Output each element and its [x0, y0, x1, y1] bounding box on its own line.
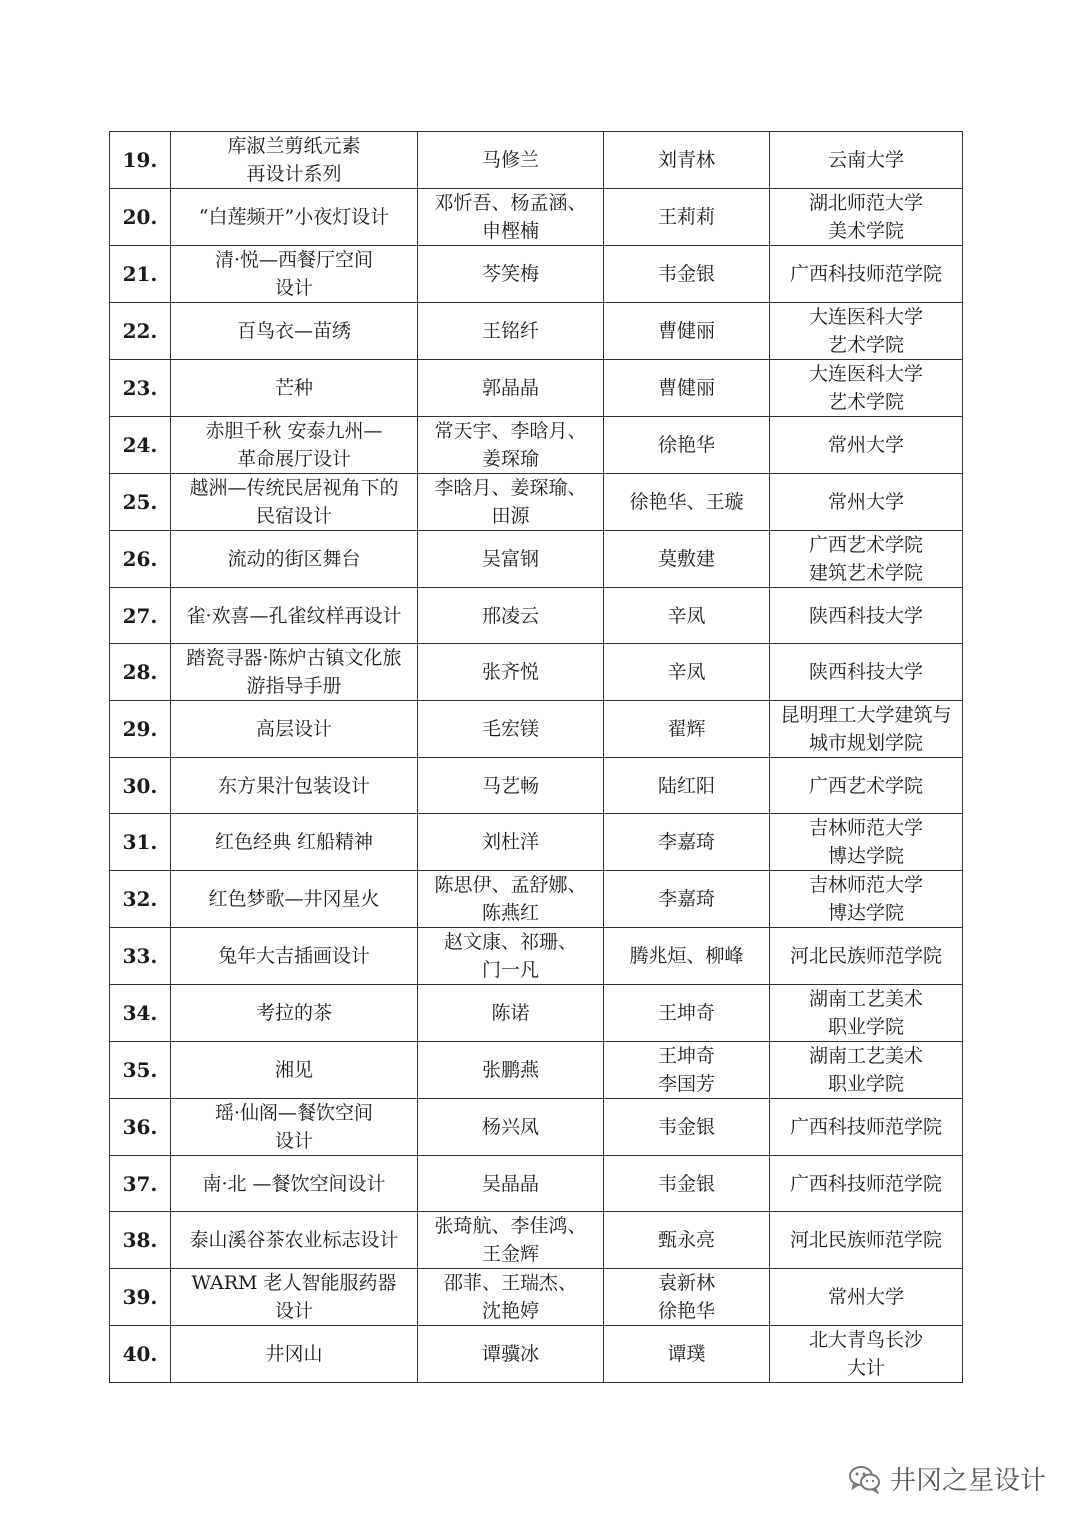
work-title-cell: 高层设计	[171, 701, 418, 758]
work-title-cell: 兔年大吉插画设计	[171, 928, 418, 985]
row-number-cell: 40.	[110, 1326, 171, 1383]
school-cell: 湖南工艺美术 职业学院	[770, 985, 963, 1042]
table-row	[110, 189, 963, 246]
school-cell: 湖北师范大学 美术学院	[770, 189, 963, 246]
school-cell: 湖南工艺美术 职业学院	[770, 1042, 963, 1099]
table-row	[110, 360, 963, 417]
work-title-cell: 红色梦歌—井冈星火	[171, 871, 418, 928]
row-number-cell: 21.	[110, 246, 171, 303]
table-row	[110, 701, 963, 758]
table-row	[110, 474, 963, 531]
awards-table	[109, 131, 963, 1383]
work-title-cell: WARM 老人智能服药器 设计	[171, 1269, 418, 1326]
advisor-cell: 韦金银	[604, 1099, 770, 1156]
advisor-cell: 王莉莉	[604, 189, 770, 246]
advisor-cell: 王坤奇 李国芳	[604, 1042, 770, 1099]
row-number-cell: 29.	[110, 701, 171, 758]
work-title-cell: “白莲频开”小夜灯设计	[171, 189, 418, 246]
advisor-cell: 刘青林	[604, 132, 770, 189]
work-title-cell: 库淑兰剪纸元素 再设计系列	[171, 132, 418, 189]
authors-cell: 陈思伊、孟舒娜、 陈燕红	[418, 871, 604, 928]
advisor-cell: 曹健丽	[604, 360, 770, 417]
work-title-cell: 泰山溪谷茶农业标志设计	[171, 1212, 418, 1269]
advisor-cell: 陆红阳	[604, 758, 770, 814]
table-row	[110, 246, 963, 303]
school-cell: 昆明理工大学建筑与 城市规划学院	[770, 701, 963, 758]
school-cell: 吉林师范大学 博达学院	[770, 871, 963, 928]
school-cell: 河北民族师范学院	[770, 928, 963, 985]
school-cell: 吉林师范大学 博达学院	[770, 814, 963, 871]
row-number-cell: 22.	[110, 303, 171, 360]
advisor-cell: 辛凤	[604, 644, 770, 701]
row-number-cell: 37.	[110, 1156, 171, 1212]
row-number-cell: 36.	[110, 1099, 171, 1156]
work-title-cell: 红色经典 红船精神	[171, 814, 418, 871]
table-row	[110, 1099, 963, 1156]
work-title-cell: 东方果汁包装设计	[171, 758, 418, 814]
authors-cell: 陈诺	[418, 985, 604, 1042]
work-title-cell: 湘见	[171, 1042, 418, 1099]
authors-cell: 毛宏镁	[418, 701, 604, 758]
table-row	[110, 417, 963, 474]
authors-cell: 吴晶晶	[418, 1156, 604, 1212]
authors-cell: 张鹏燕	[418, 1042, 604, 1099]
work-title-cell: 百鸟衣—苗绣	[171, 303, 418, 360]
table-row	[110, 1326, 963, 1383]
table-row	[110, 588, 963, 644]
advisor-cell: 曹健丽	[604, 303, 770, 360]
work-title-cell: 踏瓷寻器·陈炉古镇文化旅 游指导手册	[171, 644, 418, 701]
authors-cell: 常天宇、李晗月、 姜琛瑜	[418, 417, 604, 474]
table-row	[110, 1269, 963, 1326]
table-row	[110, 814, 963, 871]
school-cell: 常州大学	[770, 474, 963, 531]
table-row	[110, 871, 963, 928]
row-number-cell: 39.	[110, 1269, 171, 1326]
work-title-cell: 瑶·仙阁—餐饮空间 设计	[171, 1099, 418, 1156]
work-title-cell: 清·悦—西餐厅空间 设计	[171, 246, 418, 303]
school-cell: 大连医科大学 艺术学院	[770, 360, 963, 417]
work-title-cell: 赤胆千秋 安泰九州— 革命展厅设计	[171, 417, 418, 474]
row-number-cell: 31.	[110, 814, 171, 871]
table-row	[110, 928, 963, 985]
row-number-cell: 35.	[110, 1042, 171, 1099]
advisor-cell: 李嘉琦	[604, 814, 770, 871]
advisor-cell: 韦金银	[604, 246, 770, 303]
row-number-cell: 23.	[110, 360, 171, 417]
wechat-icon	[848, 1464, 882, 1494]
authors-cell: 王铭纤	[418, 303, 604, 360]
authors-cell: 刘杜洋	[418, 814, 604, 871]
school-cell: 陕西科技大学	[770, 644, 963, 701]
authors-cell: 邓忻吾、杨孟涵、 申樫楠	[418, 189, 604, 246]
authors-cell: 芩笑梅	[418, 246, 604, 303]
table-row	[110, 985, 963, 1042]
authors-cell: 谭骥冰	[418, 1326, 604, 1383]
authors-cell: 邵菲、王瑞杰、 沈艳婷	[418, 1269, 604, 1326]
authors-cell: 杨兴凤	[418, 1099, 604, 1156]
school-cell: 广西艺术学院	[770, 758, 963, 814]
row-number-cell: 33.	[110, 928, 171, 985]
authors-cell: 吴富钢	[418, 531, 604, 588]
row-number-cell: 27.	[110, 588, 171, 644]
table-row	[110, 303, 963, 360]
row-number-cell: 38.	[110, 1212, 171, 1269]
table-row	[110, 132, 963, 189]
table-row	[110, 644, 963, 701]
row-number-cell: 24.	[110, 417, 171, 474]
authors-cell: 马艺畅	[418, 758, 604, 814]
advisor-cell: 李嘉琦	[604, 871, 770, 928]
advisor-cell: 翟辉	[604, 701, 770, 758]
row-number-cell: 30.	[110, 758, 171, 814]
work-title-cell: 流动的街区舞台	[171, 531, 418, 588]
advisor-cell: 袁新林 徐艳华	[604, 1269, 770, 1326]
table-row	[110, 1042, 963, 1099]
advisor-cell: 莫敷建	[604, 531, 770, 588]
school-cell: 广西艺术学院 建筑艺术学院	[770, 531, 963, 588]
work-title-cell: 南·北 —餐饮空间设计	[171, 1156, 418, 1212]
advisor-cell: 徐艳华、王璇	[604, 474, 770, 531]
advisor-cell: 甄永亮	[604, 1212, 770, 1269]
table-row	[110, 531, 963, 588]
row-number-cell: 20.	[110, 189, 171, 246]
row-number-cell: 25.	[110, 474, 171, 531]
table-row	[110, 1156, 963, 1212]
row-number-cell: 26.	[110, 531, 171, 588]
work-title-cell: 井冈山	[171, 1326, 418, 1383]
authors-cell: 张齐悦	[418, 644, 604, 701]
work-title-cell: 雀·欢喜—孔雀纹样再设计	[171, 588, 418, 644]
table-row	[110, 758, 963, 814]
advisor-cell: 辛凤	[604, 588, 770, 644]
school-cell: 大连医科大学 艺术学院	[770, 303, 963, 360]
school-cell: 云南大学	[770, 132, 963, 189]
row-number-cell: 19.	[110, 132, 171, 189]
advisor-cell: 徐艳华	[604, 417, 770, 474]
authors-cell: 张琦航、李佳鸿、 王金辉	[418, 1212, 604, 1269]
school-cell: 常州大学	[770, 1269, 963, 1326]
work-title-cell: 芒种	[171, 360, 418, 417]
watermark	[848, 1460, 1046, 1497]
school-cell: 河北民族师范学院	[770, 1212, 963, 1269]
advisor-cell: 谭璞	[604, 1326, 770, 1383]
authors-cell: 邢凌云	[418, 588, 604, 644]
school-cell: 常州大学	[770, 417, 963, 474]
authors-cell: 郭晶晶	[418, 360, 604, 417]
watermark-text: 井冈之星设计	[889, 1466, 1046, 1496]
advisor-cell: 韦金银	[604, 1156, 770, 1212]
school-cell: 北大青鸟长沙 大计	[770, 1326, 963, 1383]
authors-cell: 马修兰	[418, 132, 604, 189]
table-body	[110, 132, 963, 1383]
school-cell: 广西科技师范学院	[770, 1156, 963, 1212]
school-cell: 广西科技师范学院	[770, 246, 963, 303]
advisor-cell: 王坤奇	[604, 985, 770, 1042]
row-number-cell: 34.	[110, 985, 171, 1042]
row-number-cell: 32.	[110, 871, 171, 928]
school-cell: 广西科技师范学院	[770, 1099, 963, 1156]
school-cell: 陕西科技大学	[770, 588, 963, 644]
work-title-cell: 考拉的茶	[171, 985, 418, 1042]
table-row	[110, 1212, 963, 1269]
work-title-cell: 越洲—传统民居视角下的 民宿设计	[171, 474, 418, 531]
row-number-cell: 28.	[110, 644, 171, 701]
authors-cell: 赵文康、祁珊、 门一凡	[418, 928, 604, 985]
authors-cell: 李晗月、姜琛瑜、 田源	[418, 474, 604, 531]
advisor-cell: 腾兆烜、柳峰	[604, 928, 770, 985]
